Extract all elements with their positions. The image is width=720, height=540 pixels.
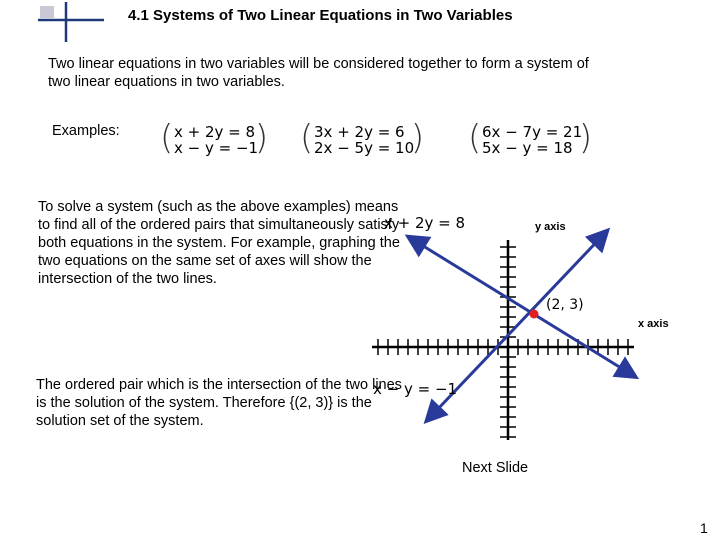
line2-equation-label: x − y = −1 [373,380,458,398]
next-slide-link[interactable]: Next Slide [462,460,529,476]
intersection-point-label: (2, 3) [546,297,584,313]
line1-equation-label: x + 2y = 8 [384,214,466,232]
system-equation: x − y = −1 [174,139,259,157]
system-equation: x + 2y = 8 [174,123,256,141]
left-brace-icon: ( [300,118,314,158]
right-brace-icon: ) [578,118,593,158]
intersection-point [530,310,539,319]
y-axis-label: y axis [535,221,566,233]
solve-paragraph: To solve a system (such as the above examples) means to find all of the ordered pairs that simultaneously satisfy both equations in the system. For example, graphing the two equations on the same set of axes will show the intersection of the two lines. [38,199,400,287]
left-brace-icon: ( [468,118,482,158]
system-equation: 3x + 2y = 6 [314,123,405,141]
system-equation: 5x − y = 18 [482,139,573,157]
system-equation: 6x − 7y = 21 [482,123,583,141]
intro-paragraph: Two linear equations in two variables will be considered together to form a system of two linear equations in two variables. [48,56,589,90]
page-number: 1 [700,520,708,536]
right-brace-icon: ) [254,118,269,158]
page-title: 4.1 Systems of Two Linear Equations in Two Variables [128,7,513,24]
system-equation: 2x − 5y = 10 [314,139,415,157]
line-x-minus-y-eq-neg1 [436,232,606,411]
conclusion-paragraph: The ordered pair which is the intersection of the two lines is the solution of the system. Therefore {(2, 3)} is the solution set of the system. [36,377,402,429]
left-brace-icon: ( [160,118,174,158]
line-x-plus-2y-eq-8 [420,244,634,376]
x-axis-label: x axis [638,318,669,330]
examples-label: Examples: [52,123,120,139]
right-brace-icon: ) [410,118,425,158]
